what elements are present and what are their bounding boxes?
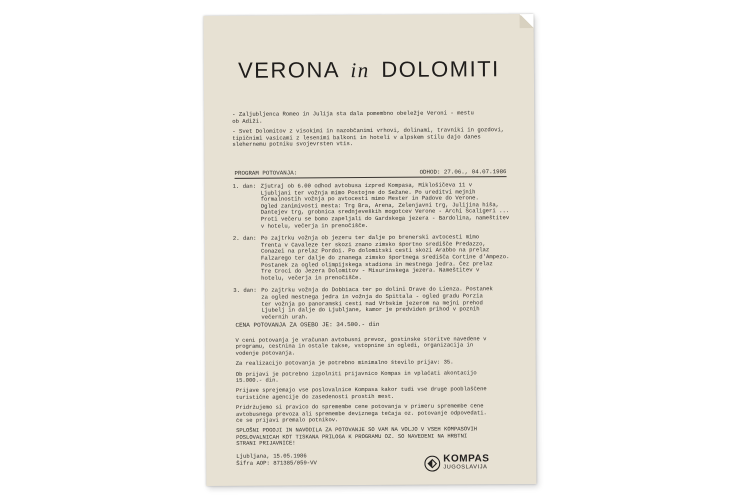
kompas-logo-icon xyxy=(424,455,440,471)
day-description: Po zajtrku vožnja ob jezeru ter dalje po brenerski avtocesti mimo Trenta v Cavaleze ter skozi znano zimsko športno središče Predazzo, Conazei na prelaz Pordoi. Po dolomitski cesti skozi Arabbo na prelaz Falzarego ter dalje do znanega zimsko športnega središča Cortine d'Ampezo. Postanek za ogled olimpijskega stadiona in mestnega jedra. Čez prelaz Tre Croci do Jezera Dolomitov - Misurinskega jezera. Nameštitev v hotelu, večerja in prenočišče. xyxy=(260,233,510,282)
logo-name: KOMPAS xyxy=(443,453,490,465)
document-title xyxy=(204,56,534,84)
document-footer xyxy=(236,453,317,467)
terms-paragraph: Za realizacijo potovanja je potrebno minimalno število prijav: 35. xyxy=(235,358,454,368)
day-description: Zjutraj ob 6.00 odhod avtobusa izpred Kompasa, Miklošičeva 11 v Ljubljani ter vožnja mimo Postojne do Sežane. Po ureditvi mejnih formalnostih vožnja po avtocesti mimo Mester in Padove do Verone. Ogled zanimivosti mesta: Trg Bra, Arena, Zelenjavni trg, Julijina hiša, Dantejev trg, grobnica srednjeveških mogotcev Verone - Archi Scaligeri ... Proti večeru se bomo zapeljali do Gardskega jezera - Bardolina, nameštitev v hotelu, večerja in prenočišče. xyxy=(260,181,510,230)
itinerary-day-3 xyxy=(233,286,518,321)
departure-dates: ODHOD: 27.06., 04.07.1986 xyxy=(419,168,507,176)
program-header xyxy=(235,168,507,179)
title-in: in xyxy=(350,57,370,83)
intro-bullet-verona: - Zaljubljenca Romeo in Julija sta dala pomembno obeležje Veroni - mestu ob Adiži. xyxy=(232,109,474,125)
terms-paragraph: V ceni potovanja je vračunan avtobusni prevoz, gostinske storitve navedene v programu, cestnina in ostale takse, vstopnine in ogledi, organizacija in vodenje potovanja. xyxy=(235,335,487,357)
kompas-logo xyxy=(424,454,489,471)
terms-paragraph: Ob prijavi je potrebno izpolniti prijavnico Kompas in vplačati akontacijo 15.000.- din. xyxy=(235,368,477,384)
day-label: 3. dan: xyxy=(233,287,257,295)
logo-subtitle: JUGOSLAVIJA xyxy=(443,464,488,471)
trip-price: CENA POTOVANJA ZA OSEBO JE: 34.500.- din xyxy=(235,320,380,329)
intro-bullet-dolomiti: - Svet Dolomitov z visokimi in nazobčanimi vrhovi, dolinami, travniki in gozdovi, tipičnimi vasicami z lesenimi balkoni in hoteli v alpskem stilu dajo danes slehernemu potniku svojevrsten vtis. xyxy=(232,126,505,149)
title-verona: VERONA xyxy=(237,57,339,83)
itinerary-day-1 xyxy=(233,182,518,230)
day-label: 1. dan: xyxy=(232,182,257,190)
terms-paragraph: Prijave sprejemajo vse poslovalnice Kompasa kakor tudi vse druge pooblaščene turistične agencije do zasedenosti prostih mest. xyxy=(235,385,487,401)
intro-bullets xyxy=(232,110,517,153)
aop-code: Šifra AOP: 871385/059-VV xyxy=(236,458,317,467)
terms-paragraph: SPLOŠNI POGOJI IN NAVODILA ZA POTOVANJE SO VAM NA VOLJO V VSEH KOMPASOVIH POSLOVALNICAH KOT TISKANA PRILOGA K PROGRAMU OZ. SO NAVEDENI NA HRBTNI STRANI PRIJAVNICE! xyxy=(236,425,478,448)
itinerary xyxy=(233,182,519,327)
program-label: PROGRAM POTOVANJA: xyxy=(234,169,298,177)
day-description: Po zajtrku vožnja do Dobbiaca ter po dolini Drave do Lienza. Postanek za ogled mestnega jedra in vožnja do Spittala - ogled gradu Porzia ter vožnja po panoramski cesti nad Vrbskim jezerom na mejni prehod Ljubelj in dalje do Ljubljane, kamor je predviden prihod v poznih večernih urah. xyxy=(261,285,493,321)
terms-paragraphs xyxy=(236,336,517,451)
day-label: 2. dan: xyxy=(232,234,257,242)
title-dolomiti: DOLOMITI xyxy=(381,56,500,82)
place-date: Ljubljana, 15.05.1986 xyxy=(236,452,307,460)
document-page xyxy=(204,14,537,486)
itinerary-day-2 xyxy=(233,234,518,282)
terms-paragraph: Pridržujemo si pravico do spremembe cene potovanja v primeru spremembe cene avtobusnega prevoza ali spremembe deviznega tečaja oz. potovanje odpovedati. če se prijavi premalo potnikov. xyxy=(235,402,487,424)
